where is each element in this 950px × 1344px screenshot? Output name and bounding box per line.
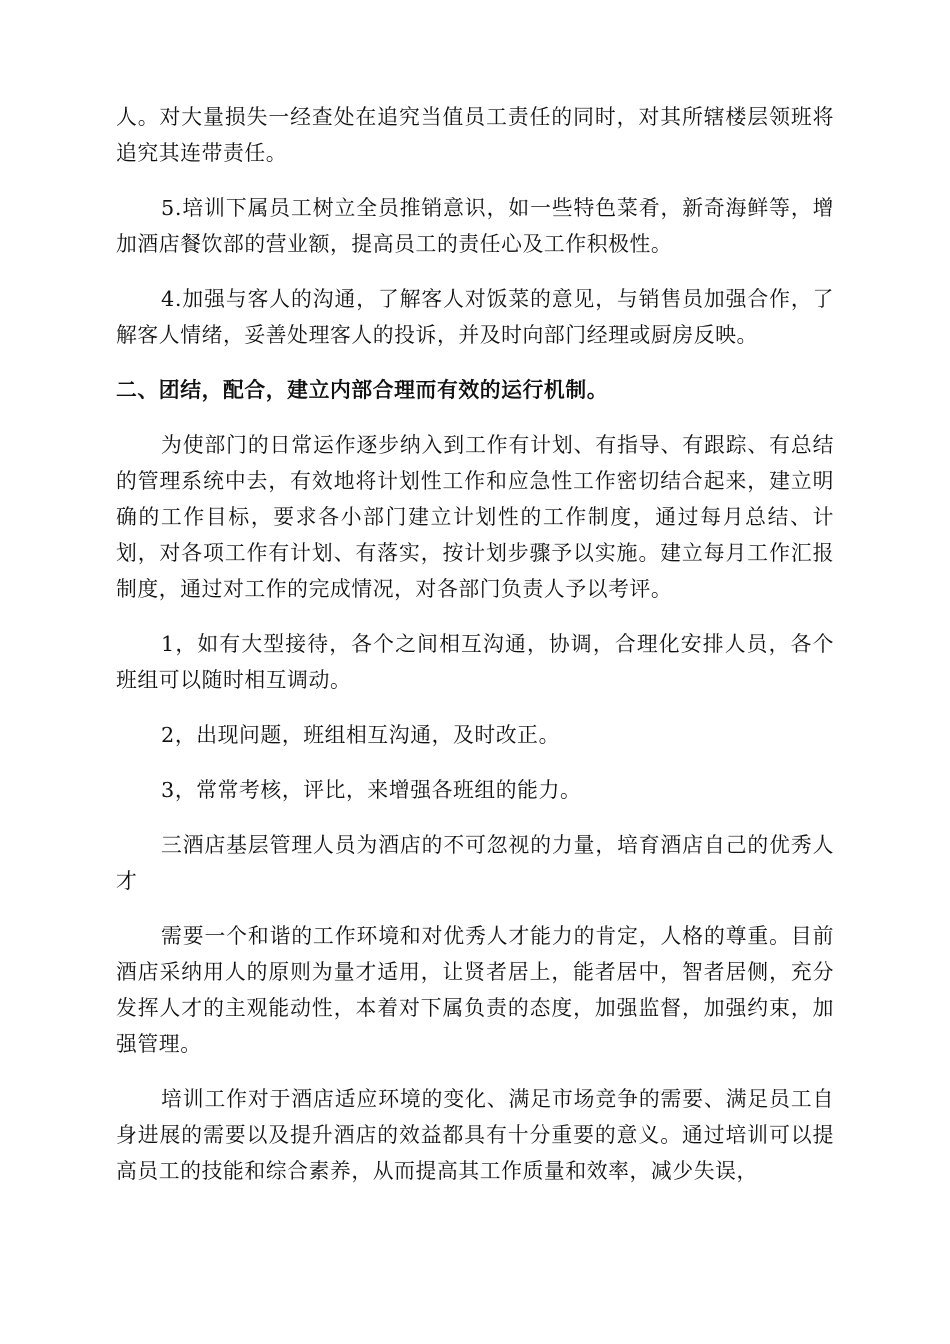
section-heading: 二、团结，配合，建立内部合理而有效的运行机制。 [116,377,609,402]
paragraph-4: 为使部门的日常运作逐步纳入到工作有计划、有指导、有跟踪、有总结的管理系统中去，有效地将计划性工作和应急性工作密切结合起来，建立明确的工作目标，要求各小部门建立计划性的工作制度，通过每月总结、计划，对各项工作有计划、有落实，按计划步骤予以实施。建立每月工作汇报制度，通过对工作的完成情况，对各部门负责人予以考评。 [116,433,834,601]
paragraph-1: 人。对大量损失一经查处在追究当值员工责任的同时，对其所辖楼层领班将追究其连带责任。 [116,105,834,165]
paragraph-7: 3，常常考核，评比，来增强各班组的能力。 [161,778,582,802]
paragraph-8: 三酒店基层管理人员为酒店的不可忽视的力量，培育酒店自己的优秀人才 [116,833,834,893]
paragraph-10: 培训工作对于酒店适应环境的变化、满足市场竞争的需要、满足员工自身进展的需要以及提升酒店的效益都具有十分重要的意义。通过培训可以提高员工的技能和综合素养，从而提高其工作质量和效率，减少失误， [116,1087,834,1183]
document-page [116,99,834,1208]
paragraph-2: 5.培训下属员工树立全员推销意识，如一些特色菜肴，新奇海鲜等，增加酒店餐饮部的营业额，提高员工的责任心及工作积极性。 [116,196,834,256]
paragraph-9: 需要一个和谐的工作环境和对优秀人才能力的肯定，人格的尊重。目前酒店采纳用人的原则为量才适用，让贤者居上，能者居中，智者居侧，充分发挥人才的主观能动性，本着对下属负责的态度，加强监督，加强约束，加强管理。 [116,924,834,1056]
paragraph-6: 2，出现问题，班组相互沟通，及时改正。 [161,723,560,747]
paragraph-3: 4.加强与客人的沟通，了解客人对饭菜的意见，与销售员加强合作，了解客人情绪，妥善处理客人的投诉，并及时向部门经理或厨房反映。 [116,287,834,347]
paragraph-5: 1，如有大型接待，各个之间相互沟通，协调，合理化安排人员，各个班组可以随时相互调动。 [116,632,834,692]
